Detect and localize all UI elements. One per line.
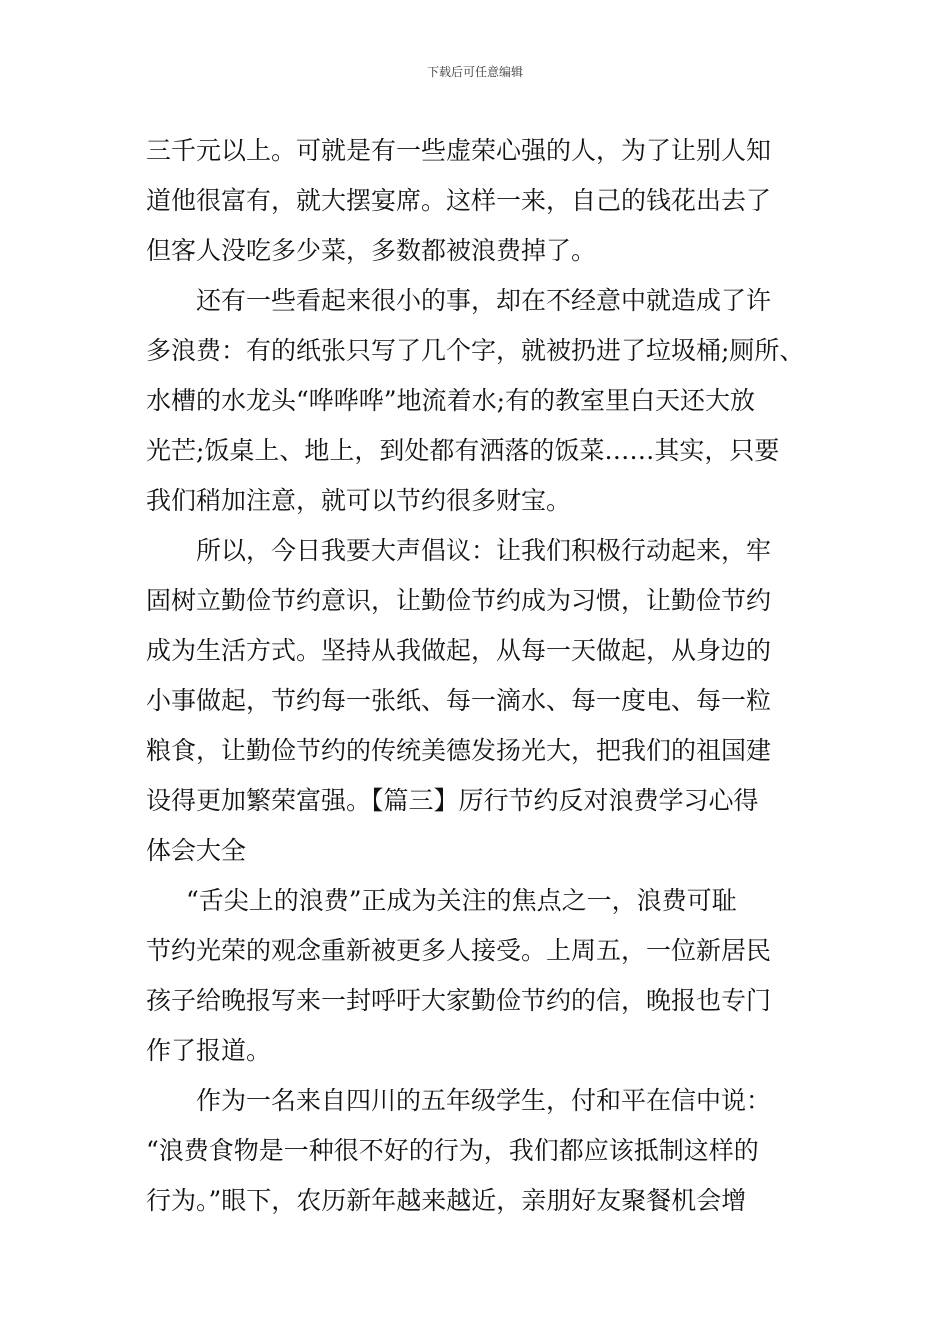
- text-line: 我们稍加注意，就可以节约很多财宝。: [146, 486, 572, 515]
- body-text: [146, 126, 810, 1226]
- text-line: 作了报道。: [146, 1036, 272, 1065]
- paragraph-start-line: 所以，今日我要大声倡议：让我们积极行动起来，牢: [196, 536, 772, 565]
- text-line: 光芒;饭桌上、地上，到处都有洒落的饭菜……其实，只要: [146, 436, 780, 465]
- text-line: 行为。”眼下，农历新年越来越近，亲朋好友聚餐机会增: [146, 1186, 747, 1215]
- text-line: 多浪费：有的纸张只写了几个字，就被扔进了垃圾桶;厕所、: [146, 336, 805, 365]
- paragraph-start-line: 还有一些看起来很小的事，却在不经意中就造成了许: [196, 286, 772, 315]
- text-line: 但客人没吃多少菜，多数都被浪费掉了。: [146, 236, 597, 265]
- text-line: 孩子给晚报写来一封呼吁大家勤俭节约的信，晚报也专门: [146, 986, 772, 1015]
- text-line: 粮食，让勤俭节约的传统美德发扬光大，把我们的祖国建: [146, 736, 772, 765]
- text-line: 三千元以上。可就是有一些虚荣心强的人，为了让别人知: [146, 136, 772, 165]
- text-line: 设得更加繁荣富强。【篇三】厉行节约反对浪费学习心得: [146, 786, 759, 815]
- text-line: 道他很富有，就大摆宴席。这样一来，自己的钱花出去了: [146, 186, 772, 215]
- text-line: 节约光荣的观念重新被更多人接受。上周五，一位新居民: [146, 936, 772, 965]
- text-line: 固树立勤俭节约意识，让勤俭节约成为习惯，让勤俭节约: [146, 586, 772, 615]
- page-header: 下载后可任意编辑: [426, 65, 523, 79]
- paragraph-start-line: “舌尖上的浪费”正成为关注的焦点之一，浪费可耻: [186, 886, 737, 915]
- text-line: 体会大全: [146, 836, 247, 865]
- text-line: 小事做起，节约每一张纸、每一滴水、每一度电、每一粒: [146, 686, 772, 715]
- text-line: “浪费食物是一种很不好的行为，我们都应该抵制这样的: [146, 1136, 759, 1165]
- text-line: 成为生活方式。坚持从我做起，从每一天做起，从身边的: [146, 636, 772, 665]
- text-line: 水槽的水龙头“哗哗哗”地流着水;有的教室里白天还大放: [146, 386, 755, 415]
- paragraph-start-line: 作为一名来自四川的五年级学生，付和平在信中说：: [196, 1086, 772, 1115]
